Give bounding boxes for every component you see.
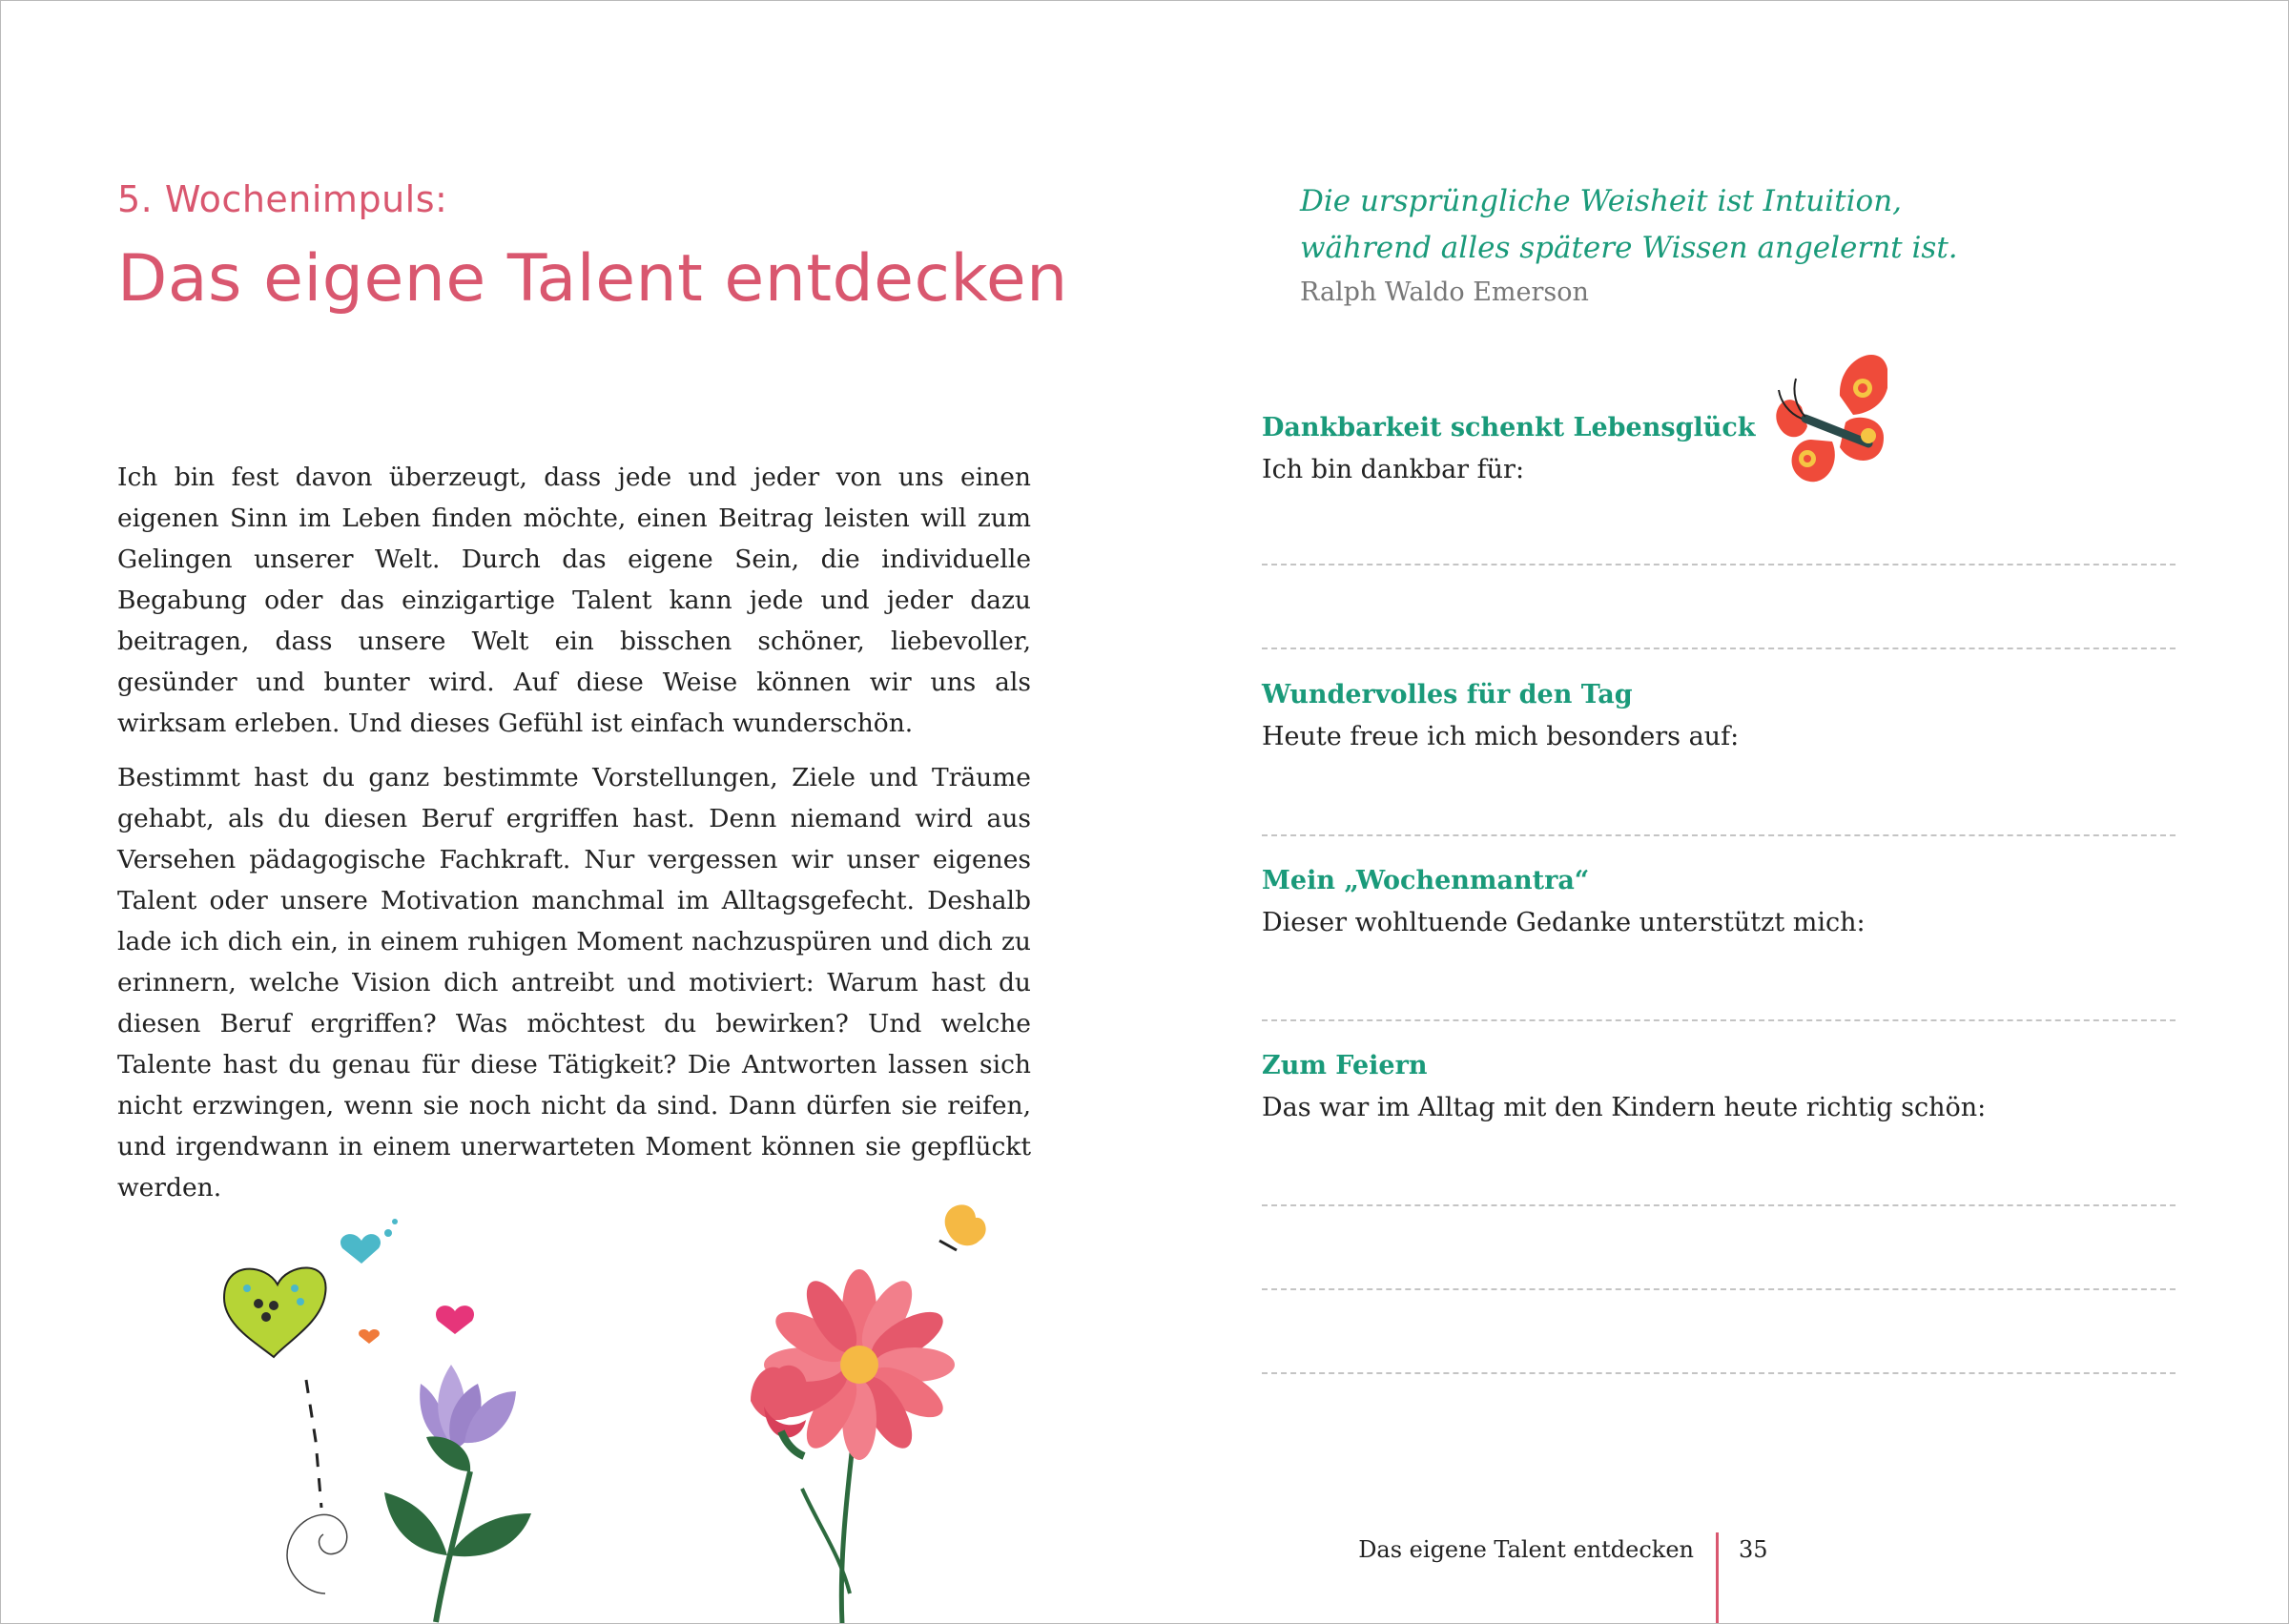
section-heading-wonderful: Wundervolles für den Tag: [1262, 680, 1633, 709]
page-title: Das eigene Talent entdecken: [117, 241, 1068, 317]
writing-line[interactable]: [1262, 1372, 2176, 1374]
paragraph-1: Ich bin fest davon überzeugt, dass jede und jeder von uns einen eigenen Sinn im Leben finden möchte, einen Beitrag leisten will zum Gelingen unserer Welt. Durch das eigene Sein, die individuelle Begabung oder das einzigartige Talent kann jede und jeder dazu beitragen, dass unsere Welt ein bisschen schöner, liebevoller, gesünder und bunter wird. Auf diese Weise können wir uns als wirksam erleben. Und dieses Gefühl ist einfach wunderschön.: [117, 463, 1031, 738]
chapter-kicker: 5. Wochenimpuls:: [117, 178, 448, 220]
quote-line-2: während alles spätere Wissen angelernt ist.: [1300, 231, 1958, 265]
quote-line-1: Die ursprüngliche Weisheit ist Intuition,: [1300, 184, 1903, 218]
writing-line[interactable]: [1262, 1288, 2176, 1290]
blue-heart-icon: [340, 1234, 381, 1264]
writing-line[interactable]: [1262, 1204, 2176, 1206]
page-number: 35: [1739, 1536, 1768, 1563]
section-prompt-gratitude: Ich bin dankbar für:: [1262, 455, 1525, 484]
quote-author: Ralph Waldo Emerson: [1300, 278, 1589, 307]
quote: [1300, 178, 1958, 272]
writing-line[interactable]: [1262, 834, 2176, 836]
footer-divider: [1716, 1532, 1719, 1624]
green-heart-icon: [224, 1267, 326, 1357]
butterfly-icon: [1773, 340, 1887, 487]
flower-illustration: [201, 1193, 545, 1624]
section-prompt-mantra: Dieser wohltuende Gedanke unterstützt mich:: [1262, 908, 1866, 937]
writing-line[interactable]: [1262, 1019, 2176, 1021]
section-prompt-wonderful: Heute freue ich mich besonders auf:: [1262, 722, 1740, 751]
section-prompt-celebrate: Das war im Alltag mit den Kindern heute richtig schön:: [1262, 1093, 1987, 1122]
section-heading-mantra: Mein „Wochenmantra“: [1262, 866, 1590, 895]
writing-line[interactable]: [1262, 648, 2176, 649]
pink-heart-icon: [436, 1305, 474, 1334]
section-heading-celebrate: Zum Feiern: [1262, 1051, 1428, 1080]
small-butterfly-icon: [945, 1204, 986, 1245]
body-text: [117, 457, 1031, 1222]
paragraph-2: Bestimmt hast du ganz bestimmte Vorstellungen, Ziele und Träume gehabt, als du diesen Beruf ergriffen hast. Denn niemand wird aus Versehen pädagogische Fachkraft. Nur vergessen wir unser eigenes Talent oder unsere Motivation manchmal im Alltagsgefecht. Deshalb lade ich dich ein, in einem ruhigen Moment nachzuspüren und dich zu erinnern, welche Vision dich antreibt und motiviert: Warum hast du diesen Beruf ergriffen? Was möchtest du bewirken? Und welche Talente hast du genau für diese Tätigkeit? Die Antworten lassen sich nicht erzwingen, wenn sie noch nicht da sind. Dann dürfen sie reifen, und irgendwann in einem unerwarteten Moment können sie gepflückt werden.: [117, 763, 1031, 1203]
section-heading-gratitude: Dankbarkeit schenkt Lebensglück: [1262, 413, 1756, 442]
running-footer-title: Das eigene Talent entdecken: [1358, 1536, 1694, 1563]
writing-line[interactable]: [1262, 564, 2176, 565]
daisy-illustration: [697, 1193, 1021, 1624]
